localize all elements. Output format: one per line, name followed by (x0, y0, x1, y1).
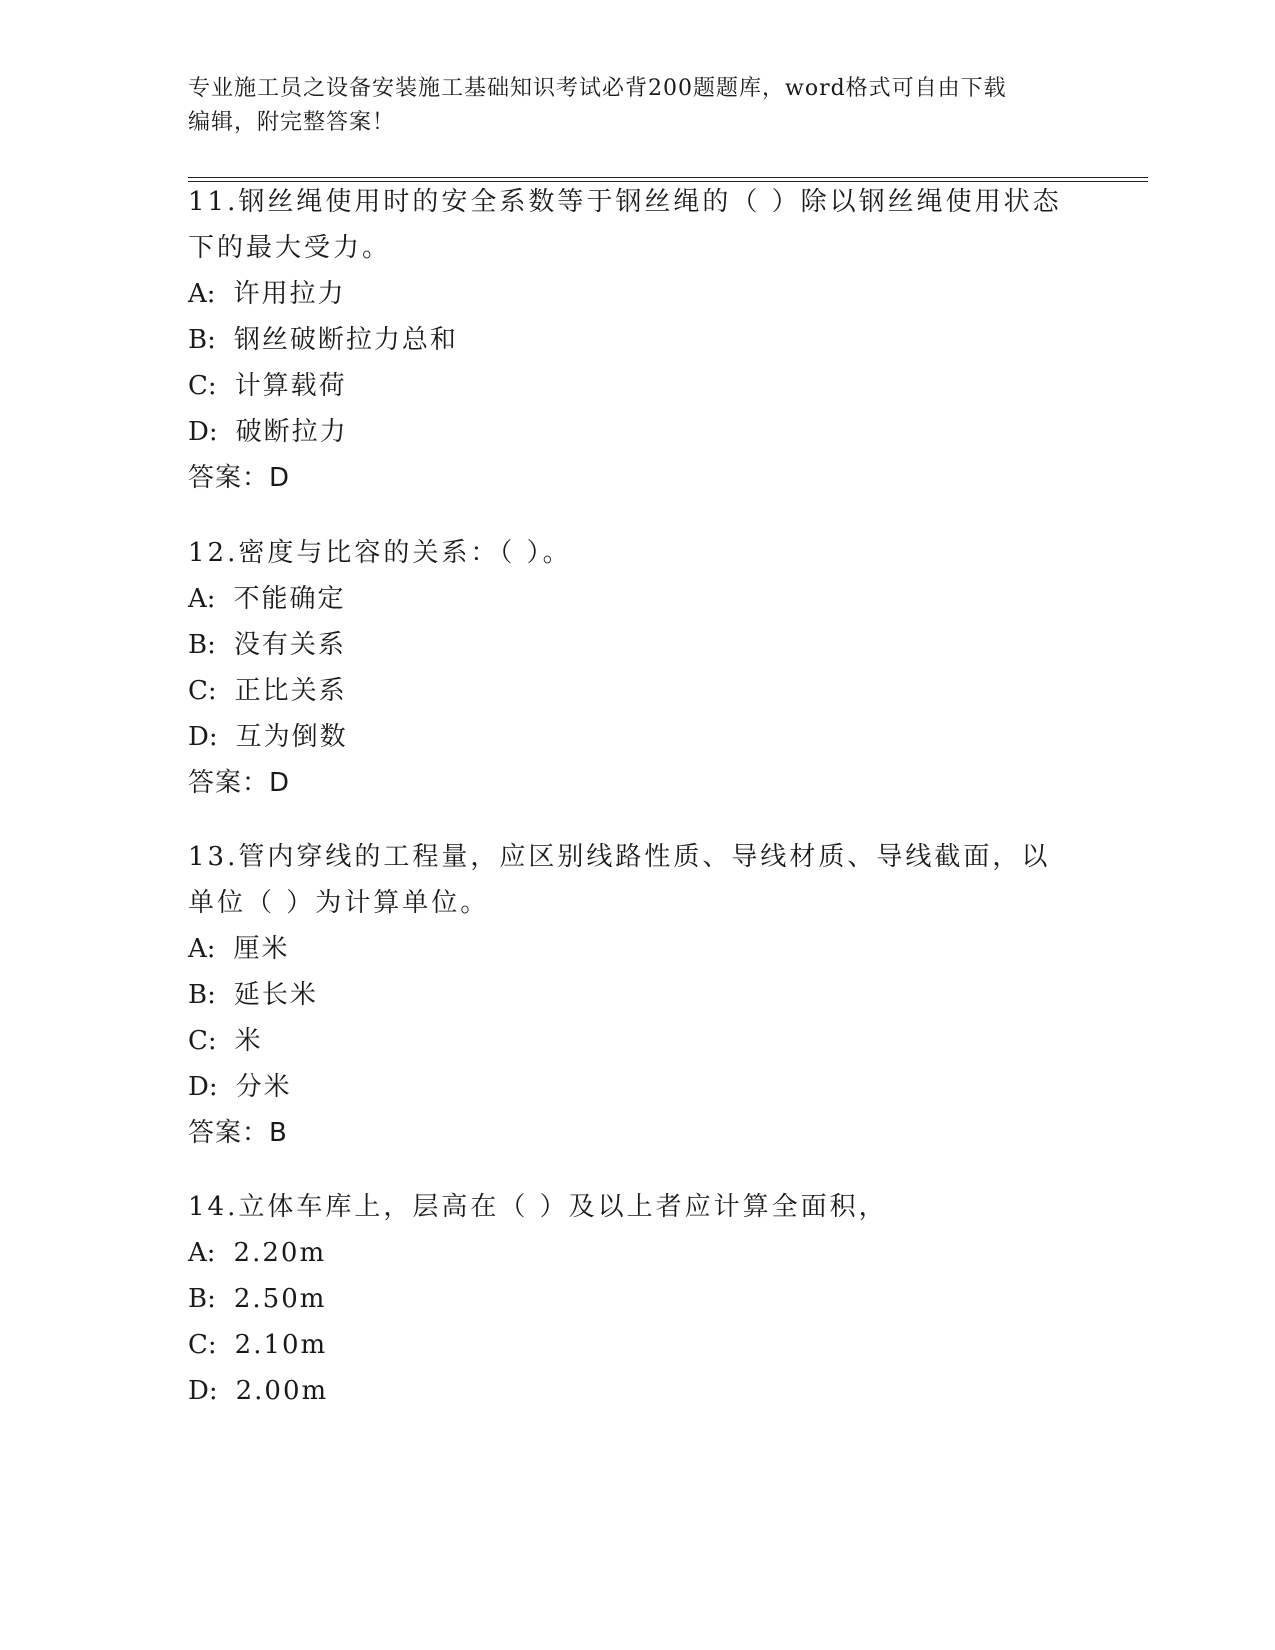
option-text: 互为倒数 (235, 722, 348, 752)
option-c (188, 1322, 1068, 1368)
option-c (188, 1018, 1068, 1064)
answer: 答案：D (188, 463, 291, 493)
option-label: D: (188, 722, 218, 752)
question-12 (188, 530, 1068, 806)
option-label: C: (188, 1026, 217, 1056)
option-text: 钢丝破断拉力总和 (233, 325, 458, 355)
option-b (188, 972, 1068, 1018)
option-label: D: (188, 417, 218, 447)
option-text: 破断拉力 (235, 417, 348, 447)
option-b (188, 317, 1068, 363)
option-text: 分米 (235, 1072, 292, 1102)
option-b (188, 1276, 1068, 1322)
option-text: 没有关系 (233, 630, 346, 660)
question-stem: 13.管内穿线的工程量，应区别线路性质、导线材质、导线截面，以单位（ ）为计算单位。 (188, 842, 1051, 918)
option-label: D: (188, 1072, 218, 1102)
document-header (188, 72, 1088, 140)
option-a (188, 926, 1068, 972)
option-label: B: (188, 630, 216, 660)
option-text: 厘米 (233, 934, 290, 964)
option-text: 2.00m (235, 1376, 329, 1406)
option-text: 正比关系 (234, 676, 347, 706)
option-d (188, 1368, 1068, 1414)
option-text: 2.20m (233, 1238, 327, 1268)
option-a (188, 271, 1068, 317)
question-11 (188, 179, 1068, 501)
option-text: 延长米 (233, 980, 318, 1010)
option-c (188, 668, 1068, 714)
question-stem: 12.密度与比容的关系：（ ）。 (188, 538, 572, 568)
option-text: 2.10m (234, 1330, 328, 1360)
header-title-line-2: 编辑，附完整答案！ (188, 110, 396, 135)
option-text: 2.50m (233, 1284, 327, 1314)
option-text: 计算载荷 (234, 371, 347, 401)
option-a (188, 576, 1068, 622)
option-text: 不能确定 (233, 584, 346, 614)
option-text: 米 (234, 1026, 263, 1056)
option-b (188, 622, 1068, 668)
option-label: A: (188, 279, 216, 309)
option-label: B: (188, 325, 216, 355)
option-d (188, 1064, 1068, 1110)
option-label: A: (188, 934, 216, 964)
option-label: C: (188, 371, 217, 401)
option-label: B: (188, 1284, 216, 1314)
option-label: B: (188, 980, 216, 1010)
option-label: C: (188, 1330, 217, 1360)
question-13 (188, 834, 1068, 1156)
answer: 答案：B (188, 1118, 288, 1148)
option-d (188, 714, 1068, 760)
answer: 答案：D (188, 768, 291, 798)
option-c (188, 363, 1068, 409)
option-label: D: (188, 1376, 218, 1406)
option-d (188, 409, 1068, 455)
header-title-line-1: 专业施工员之设备安装施工基础知识考试必背200题题库，word格式可自由下载 (188, 76, 1007, 101)
option-label: C: (188, 676, 217, 706)
question-stem: 11.钢丝绳使用时的安全系数等于钢丝绳的（ ）除以钢丝绳使用状态下的最大受力。 (188, 187, 1062, 263)
option-label: A: (188, 1238, 216, 1268)
option-a (188, 1230, 1068, 1276)
question-14 (188, 1184, 1068, 1414)
question-stem: 14.立体车库上，层高在（ ）及以上者应计算全面积， (188, 1192, 888, 1222)
option-text: 许用拉力 (233, 279, 346, 309)
option-label: A: (188, 584, 216, 614)
